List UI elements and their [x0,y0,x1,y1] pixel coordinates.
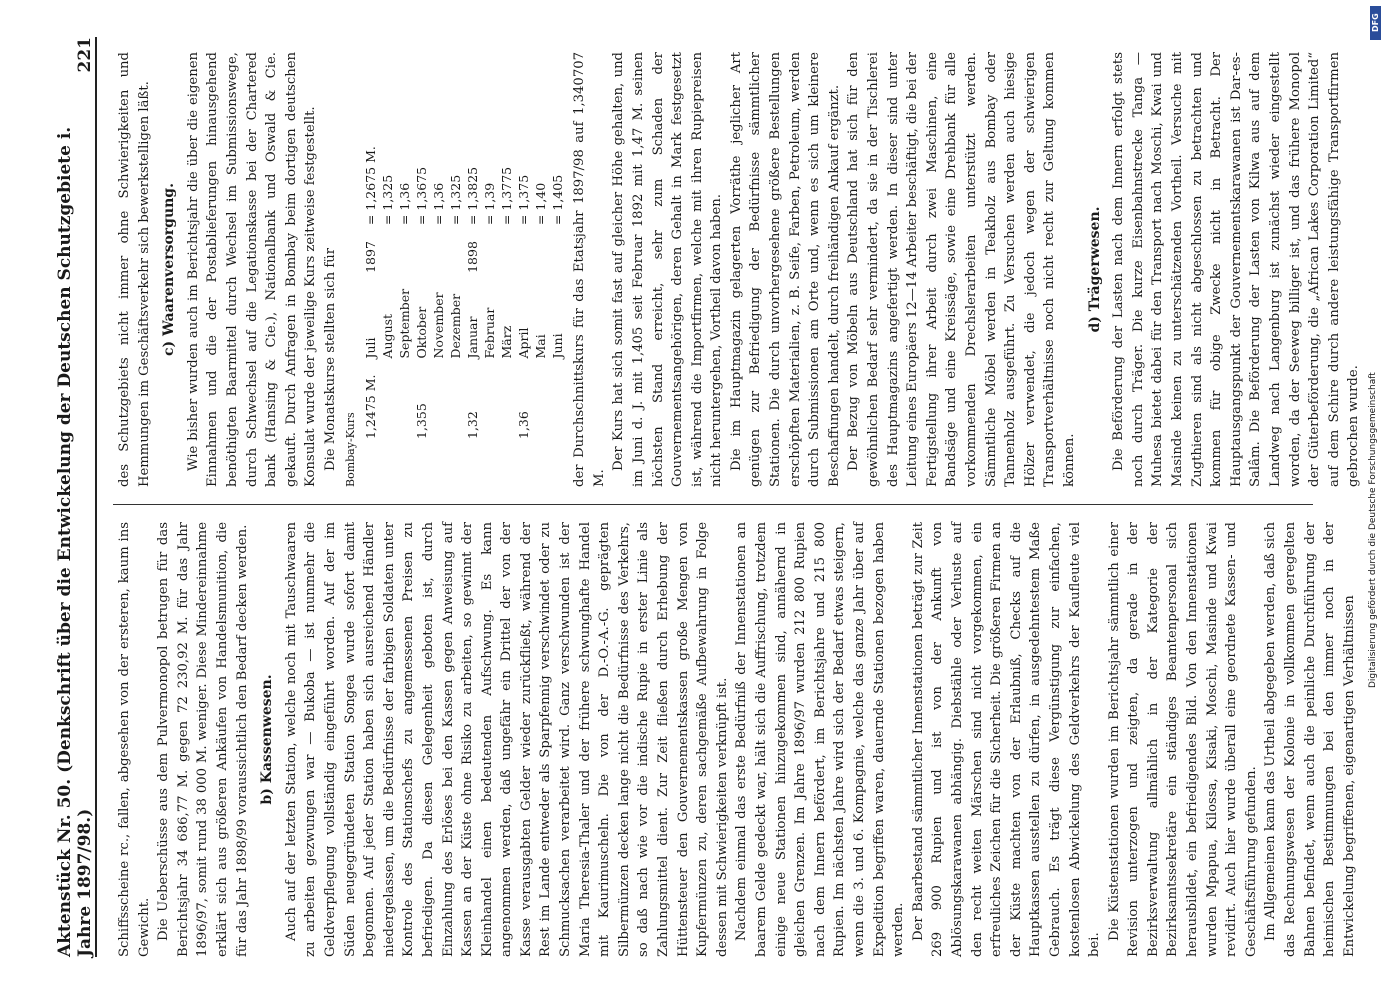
table-cell-year [515,233,532,281]
table-cell-left: 1,36 [516,411,532,439]
digitisation-note: Digitalisierung gefördert durch die Deutsche Forschungsgemeinschaft [1368,372,1378,688]
table-cell-value: = 1,39 [482,182,498,226]
table-cell-left: 1,32 [465,411,481,439]
table-cell-left [447,367,464,447]
paragraph: Der Bezug von Möbeln aus Deutschland hat sich für den gewöhnlichen Bedarf sehr vermindert, da sie in der Tischlerei des Hauptmagazins angefertigt werden. In dieser sind unter Leitung eines Europäers 12—14 Arbeiter beschäftigt, die bei der Fertigstellung ihrer Arbeit durch zwei Maschinen, eine Bandsäge und eine Kreissäge, sowie eine Drehbank für alle vorkommenden Drechslerarbeiten unterstützt werden. Sämmtliche Möbel werden in Teakholz aus Bombay oder Tannenholz ausgeführt. Zu Versuchen werden auch hiesige Hölzer verwendet, die jedoch wegen der schwierigen Transportverhältnisse noch nicht recht zur Geltung kommen können. [846,52,1077,487]
running-header [55,37,97,957]
table-cell-year [430,233,447,281]
table-cell-value: = 1,36 [397,182,413,226]
table-cell-left: 1,355 [414,403,430,439]
table-cell-month: Oktober [414,306,430,359]
table-cell-year: 1898 [465,241,481,273]
table-cell-left [549,367,566,447]
table-cell-year [532,233,549,281]
table-cell-left [430,367,447,447]
table-row [396,138,413,447]
table-cell-month: Juli [363,337,379,359]
dfg-logo: DFG [1370,6,1381,40]
table-label: Bombay-Kurs [343,412,357,487]
paragraph: der Durchschnittskurs für das Etatsjahr 1897/98 auf 1,340707 M. [572,52,607,487]
table-row [430,138,447,447]
page-number: 221 [75,37,95,73]
table-cell-year [549,233,566,281]
paragraph: Die im Hauptmagazin gelagerten Vorräthe jeglicher Art genügen zur Befriedigung der Bedürfnisse sämmtlicher Stationen. Die durch unvorhergesehene größere Bestellungen erschöpften Materialien, z. B. Seife, Farben, Petroleum, werden durch Submissionen am Orte und, wenn es sich um kleinere Beschaffungen handelt, durch freihändigen Ankauf ergänzt. [728,52,842,487]
section-heading: c) Waarenversorgung. [161,183,178,356]
table-cell-month: August [380,313,396,359]
paragraph: Die Küstenstationen wurden im Berichtsjahr sämmtlich einer Revision unterzogen und zeigten, da gerade in der Bezirksverwaltung allmählich in der Kategorie der Bezirksamtssekretäre ein ständiges Beamtenpersonal sich herausbildet, ein befriedigendes Bild. Von den Innenstationen wurden Mpapua, Kilossa, Kisaki, Moschi, Masinde und Kwai revidirt. Auch hier wurde überall eine geordnete Kassen- und Geschäftsführung gefunden. [1106,522,1259,957]
paragraph: Die Ueberschüsse aus dem Pulvermonopol betrugen für das Berichtsjahr 34 686,77 M. gegen 72 230,92 M. für das Jahr 1896/97, somit rund 38 000 M. weniger. Diese Mindereinnahme erklärt sich aus größeren Ankäufen von Handelsmunition, die für das Jahr 1898/99 voraussichtlich den Bedarf decken werden. [156,522,250,957]
column-divider [113,504,1313,505]
paragraph: Der Kurs hat sich somit fast auf gleicher Höhe gehalten, und im Juni d. J. mit 1,405 seit Februar 1892 mit 1,47 M. seinen höchsten Stand erreicht, sehr zum Schaden der Gouvernementsangehörigen, deren Gehalt in Mark festgesetzt ist, während die Importfirmen, welche mit ihren Rupiepreisen nicht heruntergehen, Vortheil davon haben. [611,52,725,487]
paragraph: Der Baarbestand sämmtlicher Innenstationen beträgt zur Zeit 269 900 Rupien und ist von der Ankunft von Ablösungskarawanen abhängig. Diebstähle oder Verluste auf den recht weiten Märschen sind nicht vorgekommen, ein erfreuliches Zeichen für die Sicherheit. Die größeren Firmen an der Küste machten von der Erlaubniß, Checks auf die Hauptkassen ausstellen zu dürfen, in ausgedehntestem Maße Gebrauch. Es trägt diese Vergünstigung zur einfachen, kostenlosen Abwickelung des Geldverkehrs der Kaufleute viel bei. [910,522,1103,957]
table-cell-year: 1897 [363,241,379,273]
paragraph: Auch auf der letzten Station, welche noch mit Tauschwaaren zu arbeiten gezwungen war — Bukoba — ist nunmehr die Geldverpflegung vollständig eingeführt worden. Auf der im Süden neugegründeten Station Songea wurde sofort damit begonnen. Auf jeder Station haben sich ausreichend Händler niedergelassen, um die Bedürfnisse der farbigen Soldaten unter Kontrole des Stationschefs zu angemessenen Preisen zu befriedigen. Da diesen Gelegenheit geboten ist, durch Einzahlung des Erlöses bei den Kassen gegen Anweisung auf Kassen an der Küste ohne Risiko zu arbeiten, so gewinnt der Kleinhandel einen bedeutenden Aufschwung. Es kann angenommen werden, daß ungefähr ein Drittel der von der Kasse verausgabten Gelder wieder zurückfließt, während der Rest im Lande entweder als Sparpfennig verschwindet oder zu Schmucksachen verarbeitet wird. Ganz verschwunden ist der Maria Theresia-Thaler und der frühere schwunghafte Handel mit Kaurimuscheln. Die von der D.-O.-A.-G. geprägten Silbermünzen decken lange nicht die Bedürfnisse des Verkehrs, so daß nach wie vor die indische Rupie in erster Linie als Zahlungsmittel dient. Zur Zeit fließen durch Erhebung der Hüttensteuer den Gouvernementskassen große Mengen von Kupfermünzen zu, deren sachgemäße Aufbewahrung in Folge dessen mit Schwierigkeiten verknüpft ist. [283,522,730,957]
table-cell-left [481,367,498,447]
paragraph: Die Monatskurse stellten sich für [322,247,338,471]
table-cell-year [481,233,498,281]
table-row [549,138,566,447]
table-row [532,138,549,447]
table-cell-left [379,367,396,447]
paragraph: Schiffsscheine rc., fallen, abgesehen von der ersteren, kaum ins Gewicht. [117,522,152,957]
table-cell-year [447,233,464,281]
table-row [481,138,498,447]
section-heading: d) Trägerwesen. [1086,206,1103,333]
table-cell-month: Juni [550,333,566,359]
table-cell-month: Mai [533,334,549,359]
table-cell-month: Dezember [448,293,464,359]
paragraph: des Schutzgebiets nicht immer ohne Schwierigkeiten und Hemmungen im Geschäftsverkehr sich bewerkstelligen läßt. [117,52,152,487]
paragraph: Wie bisher wurden auch im Berichtsjahr die über die eigenen Einnahmen und die der Postablieferungen hinausgehend benöthigten Baarmittel durch Wechsel im Submissionswege, durch Schwechsel auf die Legationskasse bei der Chartered bank (Hansing & Cie.), Nationalbank und Oswald & Cie. gekauft. Durch Anfragen in Bombay beim dortigen deutschen Konsulat wurde der jeweilige Kurs zeitweise festgestellt. [185,52,319,487]
table-row [447,138,464,447]
table-cell-left [532,367,549,447]
table-cell-left: 1,2475 M. [363,374,379,439]
table-cell-value: = 1,3775 [499,166,515,226]
table-cell-value: = 1,325 [448,174,464,226]
table-cell-left [498,367,515,447]
table-cell-value: = 1,2675 M. [363,146,379,226]
table-cell-year [396,233,413,281]
table-cell-value: = 1,3825 [465,166,481,226]
right-column [115,52,1364,487]
table-row [515,138,532,447]
table-cell-month: April [516,327,532,359]
left-column [115,522,1359,957]
table-cell-value: = 1,3675 [414,166,430,226]
table-cell-left [396,367,413,447]
paragraph: Im Allgemeinen kann das Urtheil abgegeben werden, daß sich das Rechnungswesen der Kolonie in vollkommen geregelten Bahnen befindet, wenn auch die peinliche Durchführung der heimischen Bestimmungen bei den immer noch in der Entwickelung begriffenen, eigenartigen Verhältnissen [1263,522,1357,957]
table-cell-month: März [499,325,515,359]
table-row [464,138,481,447]
table-cell-year [498,233,515,281]
table-cell-value: = 1,325 [380,174,396,226]
table-row [413,138,430,447]
paragraph: Nachdem einmal das erste Bedürfniß der Innenstationen an baarem Gelde gedeckt war, hält sich die Auffrischung, trotzdem einige neue Stationen hinzugekommen sind, annähernd in gleichen Grenzen. Im Jahre 1896/97 wurden 212 800 Rupien nach dem Innern befördert, im Berichtsjahre und 215 800 Rupien. Im nächsten Jahre wird sich der Bedarf etwas steigern, wenn die 3. und 6. Kompagnie, welche das ganze Jahr über auf Expedition begriffen waren, dauernde Stationen bezogen haben werden. [734,522,907,957]
table-cell-value: = 1,40 [533,182,549,226]
table-cell-month: Januar [465,316,481,359]
table-cell-year [379,233,396,281]
rotated-page-content [55,37,1362,957]
table-cell-year [413,233,430,281]
header-title: Aktenstück Nr. 50. (Denkschrift über die Entwickelung der Deutschen Schutzgebiete i. Jahre 1897/98.) [55,126,95,957]
section-heading: b) Kassenwesen. [259,674,276,805]
table-row [362,138,379,447]
table-cell-value: = 1,405 [550,174,566,226]
exchange-rate-table [362,138,566,447]
table-cell-value: = 1,36 [431,182,447,226]
table-row [379,138,396,447]
table-cell-month: September [397,288,413,359]
table-row [498,138,515,447]
table-cell-value: = 1,375 [516,174,532,226]
table-cell-month: Februar [482,307,498,359]
table-cell-month: November [431,292,447,359]
paragraph: Die Beförderung der Lasten nach dem Innern erfolgt stets noch durch Träger. Die kurze Eisenbahnstrecke Tanga —Muhesa bietet dabei für den Transport nach Moschi, Kwai und Masinde keinen zu unterschätzenden Vortheil. Versuche mit Zugthieren sind als nicht abgeschlossen zu betrachten und kommen für obige Zwecke nicht in Betracht. Der Hauptausgangspunkt der Gouvernementskarawanen ist Dar-es-Salâm. Die Beförderung der Lasten von Kilwa aus auf dem Landweg nach Langenburg ist zunächst wieder eingestellt worden, da der Seeweg billiger ist, und das frühere Monopol der Güterbeförderung, die „African Lakes Corporation Limited“ auf dem Schire durch andere leistungsfähige Transportfirmen gebrochen wurde. [1111,52,1362,487]
